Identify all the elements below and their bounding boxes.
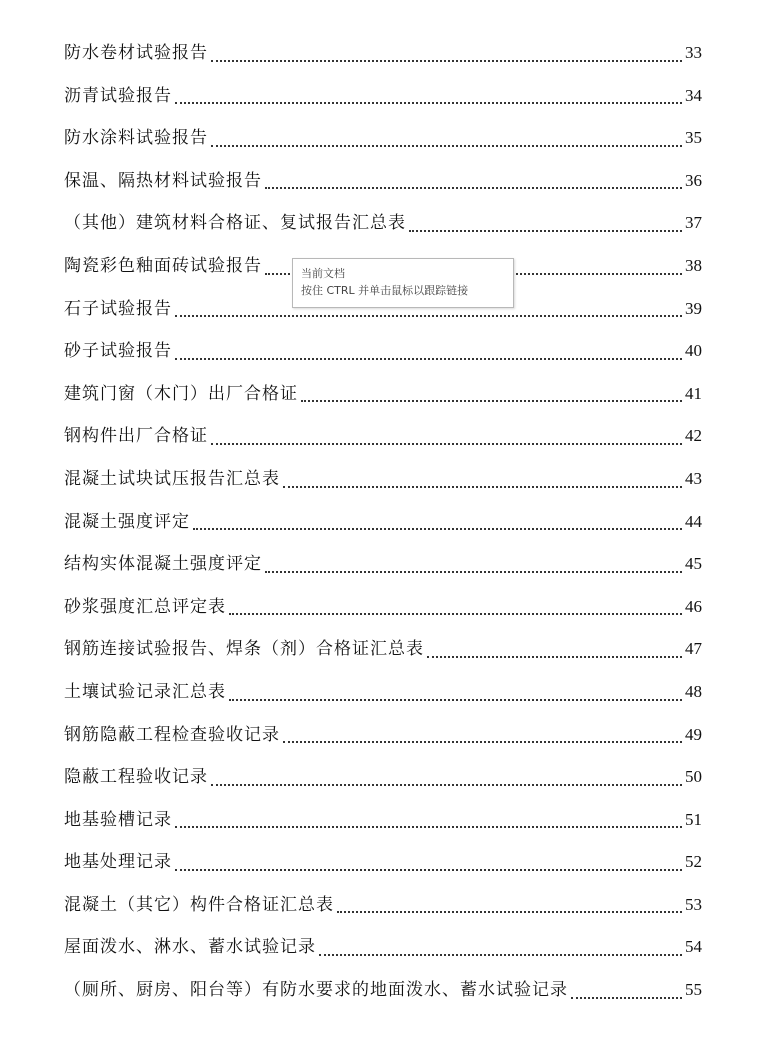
dot-leader [265, 571, 682, 573]
dot-leader [301, 400, 682, 402]
dot-leader [211, 443, 682, 445]
toc-entry-title: 混凝土试块试压报告汇总表 [64, 468, 280, 489]
toc-entry[interactable] [64, 330, 702, 373]
toc-entry-title: 混凝土（其它）构件合格证汇总表 [64, 894, 334, 915]
dot-leader [175, 826, 682, 828]
toc-entry-title: 钢构件出厂合格证 [64, 426, 208, 447]
toc-entry[interactable] [64, 75, 702, 118]
toc-entry[interactable] [64, 586, 702, 629]
dot-leader [229, 613, 682, 615]
dot-leader [211, 145, 682, 147]
toc-entry-page: 34 [685, 85, 702, 105]
toc-entry-page: 54 [685, 937, 702, 957]
toc-entry-page: 53 [685, 894, 702, 914]
toc-entry[interactable] [64, 543, 702, 586]
toc-entry-page: 46 [685, 596, 702, 616]
toc-entry[interactable] [64, 415, 702, 458]
dot-leader [175, 358, 682, 360]
dot-leader [283, 741, 682, 743]
toc-entry-title: 砂子试验报告 [64, 341, 172, 362]
toc-entry[interactable] [64, 969, 702, 1012]
toc-entry-title: 钢筋隐蔽工程检查验收记录 [64, 724, 280, 745]
toc-entry-title: 屋面泼水、淋水、蓄水试验记录 [64, 937, 316, 958]
toc-entry[interactable] [64, 160, 702, 203]
toc-entry-title: 结构实体混凝土强度评定 [64, 554, 262, 575]
toc-entry-title: 保温、隔热材料试验报告 [64, 170, 262, 191]
dot-leader [337, 911, 682, 913]
toc-entry-title: （其他）建筑材料合格证、复试报告汇总表 [64, 213, 406, 234]
toc-entry-page: 49 [685, 724, 702, 744]
toc-entry-page: 36 [685, 170, 702, 190]
toc-entry-title: 土壤试验记录汇总表 [64, 681, 226, 702]
dot-leader [211, 60, 682, 62]
toc-entry-title: 混凝土强度评定 [64, 511, 190, 532]
toc-entry-page: 39 [685, 298, 702, 318]
tooltip-document-label: 当前文档 [301, 267, 345, 280]
tooltip-ctrl-click-hint: 按住 CTRL 并单击鼠标以跟踪链接 [301, 284, 469, 297]
toc-entry-page: 50 [685, 767, 702, 787]
toc-entry-title: 地基处理记录 [64, 852, 172, 873]
toc-entry-title: 砂浆强度汇总评定表 [64, 596, 226, 617]
toc-entry[interactable] [64, 628, 702, 671]
toc-entry-page: 55 [685, 980, 702, 1000]
hyperlink-tooltip [292, 258, 514, 308]
toc-entry[interactable] [64, 458, 702, 501]
toc-entry-page: 47 [685, 639, 702, 659]
toc-entry[interactable] [64, 373, 702, 416]
toc-entry[interactable] [64, 671, 702, 714]
toc-entry-title: 沥青试验报告 [64, 85, 172, 106]
toc-entry-page: 44 [685, 511, 702, 531]
toc-entry[interactable] [64, 117, 702, 160]
toc-entry[interactable] [64, 756, 702, 799]
dot-leader [265, 187, 682, 189]
dot-leader [175, 315, 682, 317]
toc-entry-page: 41 [685, 383, 702, 403]
toc-entry-title: 建筑门窗（木门）出厂合格证 [64, 383, 298, 404]
dot-leader [319, 954, 682, 956]
toc-entry-page: 43 [685, 468, 702, 488]
dot-leader [211, 784, 682, 786]
toc-entry[interactable] [64, 32, 702, 75]
toc-entry-page: 51 [685, 809, 702, 829]
dot-leader [409, 230, 682, 232]
table-of-contents [64, 32, 702, 1012]
toc-entry[interactable] [64, 501, 702, 544]
toc-entry-page: 42 [685, 426, 702, 446]
toc-entry-title: （厕所、厨房、阳台等）有防水要求的地面泼水、蓄水试验记录 [64, 980, 568, 1001]
toc-entry-page: 35 [685, 128, 702, 148]
toc-entry-page: 38 [685, 255, 702, 275]
toc-entry-title: 陶瓷彩色釉面砖试验报告 [64, 255, 262, 276]
toc-entry-title: 防水卷材试验报告 [64, 43, 208, 63]
toc-entry-title: 防水涂料试验报告 [64, 128, 208, 149]
toc-entry[interactable] [64, 799, 702, 842]
dot-leader [229, 699, 682, 701]
toc-entry-title: 地基验槽记录 [64, 809, 172, 830]
toc-entry-page: 48 [685, 681, 702, 701]
toc-entry[interactable] [64, 202, 702, 245]
dot-leader [427, 656, 682, 658]
toc-entry-title: 隐蔽工程验收记录 [64, 767, 208, 788]
toc-entry-title: 石子试验报告 [64, 298, 172, 319]
dot-leader [193, 528, 682, 530]
toc-entry-page: 40 [685, 341, 702, 361]
dot-leader [571, 997, 682, 999]
toc-entry[interactable] [64, 926, 702, 969]
toc-entry-page: 33 [685, 43, 702, 62]
dot-leader [175, 869, 682, 871]
toc-entry[interactable] [64, 714, 702, 757]
toc-entry-page: 52 [685, 852, 702, 872]
toc-entry[interactable] [64, 841, 702, 884]
toc-entry-page: 45 [685, 554, 702, 574]
dot-leader [175, 102, 682, 104]
dot-leader [283, 486, 682, 488]
toc-entry-page: 37 [685, 213, 702, 233]
toc-entry[interactable] [64, 884, 702, 927]
toc-entry-title: 钢筋连接试验报告、焊条（剂）合格证汇总表 [64, 639, 424, 660]
